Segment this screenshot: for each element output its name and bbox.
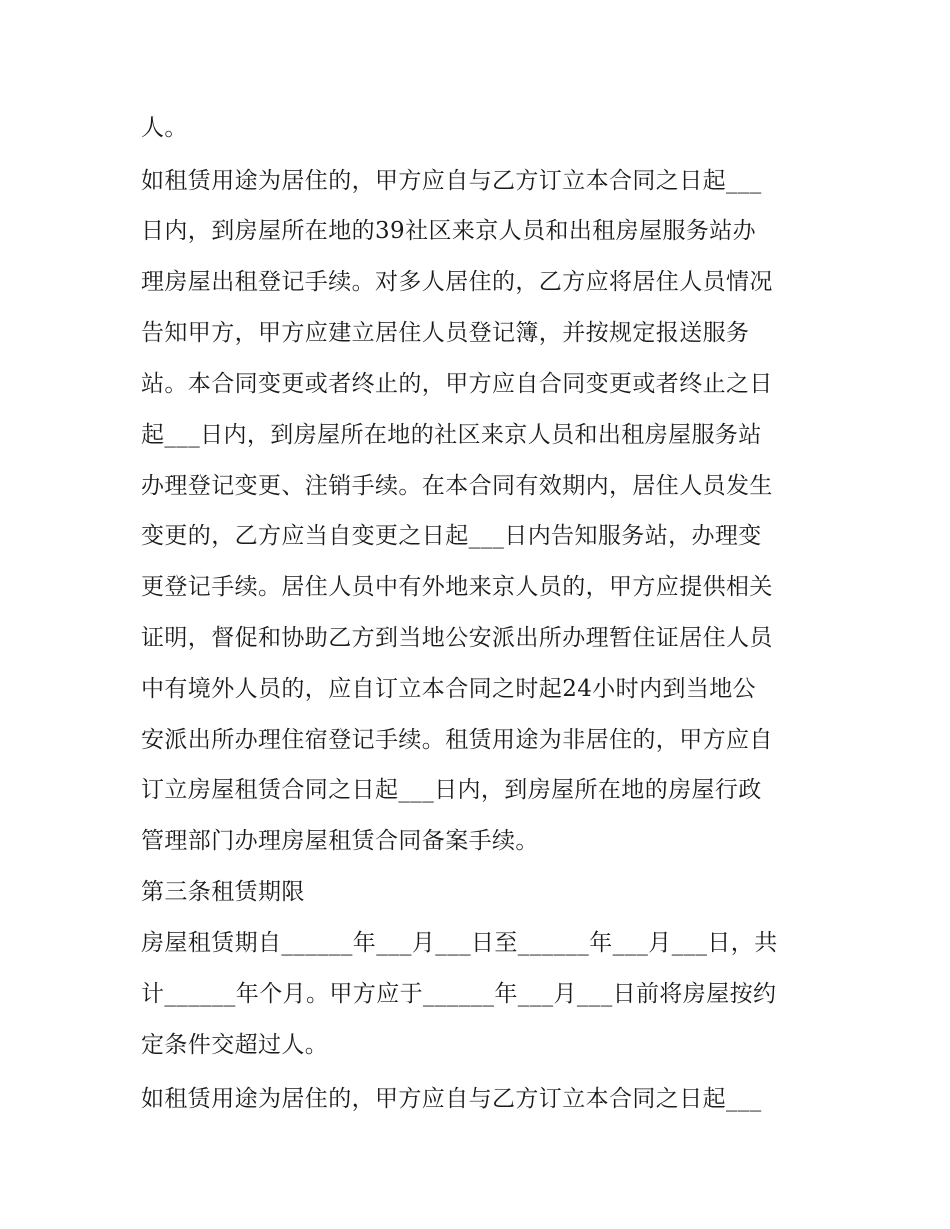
text-line: 如租赁用途为居住的，甲方应自与乙方订立本合同之日起___: [141, 168, 762, 194]
text-line: 理房屋出租登记手续。对多人居住的，乙方应将居住人员情况: [141, 269, 773, 295]
text-line: 变更的，乙方应当自变更之日起___日内告知服务站，办理变: [141, 523, 762, 549]
text-line: 定条件交超过人。: [141, 1032, 329, 1058]
text-line: 订立房屋租赁合同之日起___日内，到房屋所在地的房屋行政: [141, 777, 762, 803]
text-line: 起___日内，到房屋所在地的社区来京人员和出租房屋服务站: [141, 422, 762, 448]
text-line: 管理部门办理房屋租赁合同备案手续。: [141, 828, 539, 854]
text-line: 日内，到房屋所在地的39社区来京人员和出租房屋服务站办: [141, 218, 757, 244]
text-line: 人。: [141, 115, 188, 141]
text-line: 安派出所办理住宿登记手续。租赁用途为非居住的，甲方应自: [141, 727, 773, 753]
text-line: 证明，督促和协助乙方到当地公安派出所办理暂住证居住人员: [141, 625, 773, 651]
text-line: 站。本合同变更或者终止的，甲方应自合同变更或者终止之日: [141, 371, 773, 397]
text-line: 更登记手续。居住人员中有外地来京人员的，甲方应提供相关: [141, 574, 773, 600]
text-line: 告知甲方，甲方应建立居住人员登记簿，并按规定报送服务: [141, 320, 750, 346]
text-line: 中有境外人员的，应自订立本合同之时起24小时内到当地公: [141, 676, 757, 702]
text-line: 办理登记变更、注销手续。在本合同有效期内，居住人员发生: [141, 473, 773, 499]
text-line: 如租赁用途为居住的，甲方应自与乙方订立本合同之日起___: [141, 1086, 762, 1112]
text-line: 计______年个月。甲方应于______年___月___日前将房屋按约: [141, 981, 777, 1007]
section-heading: 第三条租赁期限: [141, 879, 305, 905]
text-line: 房屋租赁期自______年___月___日至______年___月___日，共: [141, 930, 778, 956]
